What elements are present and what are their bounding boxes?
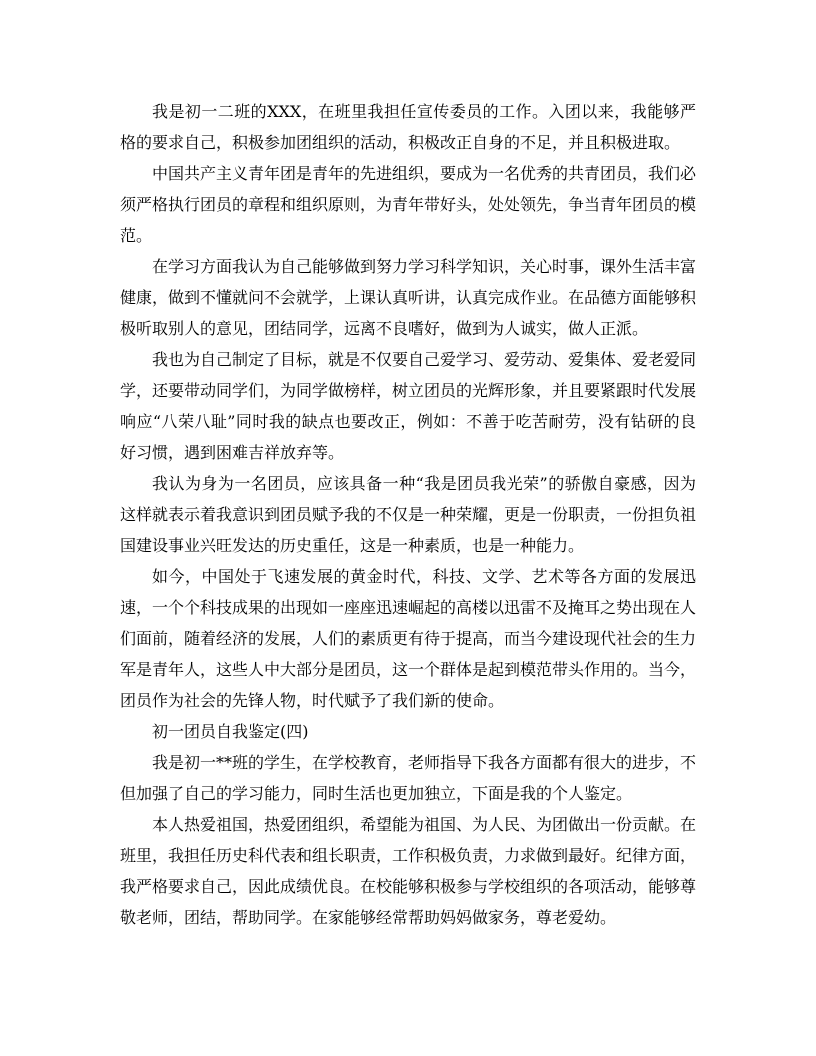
paragraph-student-intro: 我是初一**班的学生，在学校教育，老师指导下我各方面都有很大的进步，不但加强了自己的学习能力，同时生活也更加独立，下面是我的个人鉴定。 <box>120 753 697 803</box>
paragraph-league-organization: 中国共产主义青年团是青年的先进组织，要成为一名优秀的共青团员，我们必须严格执行团员的章程和组织原则，为青年带好头，处处领先，争当青年团员的模范。 <box>120 164 697 245</box>
paragraph-era-mission: 如今，中国处于飞速发展的黄金时代，科技、文学、艺术等各方面的发展迅速，一个个科技成果的出现如一座座迅速崛起的高楼以迅雷不及掩耳之势出现在人们面前，随着经济的发展，人们的素质更有待于提高，而当今建设现代社会的生力军是青年人，这些人中大部分是团员，这一个群体是起到模范带头作用的。当今，团员作为社会的先锋人物，时代赋予了我们新的使命。 <box>120 567 697 710</box>
paragraph-self-intro: 我是初一二班的XXX，在班里我担任宣传委员的工作。入团以来，我能够严格的要求自己，积极参加团组织的活动，积极改正自身的不足，并且积极进取。 <box>120 102 696 152</box>
paragraph-goals: 我也为自己制定了目标，就是不仅要自己爱学习、爱劳动、爱集体、爱老爱同学，还要带动同学们，为同学做榜样，树立团员的光辉形象，并且要紧跟时代发展响应“八荣八耻”同时我的缺点也要改正，例如：不善于吃苦耐劳，没有钻研的良好习惯，遇到困难吉祥放弃等。 <box>120 350 697 462</box>
paragraph-study-and-morality: 在学习方面我认为自己能够做到努力学习科学知识，关心时事，课外生活丰富健康，做到不懂就问不会就学，上课认真听讲，认真完成作业。在品德方面能够积极听取别人的意见，团结同学，远离不良嗜好，做到为人诚实，做人正派。 <box>120 257 697 338</box>
section-heading: 初一团员自我鉴定(四) <box>152 722 309 741</box>
paragraph-personal-assessment: 本人热爱祖国，热爱团组织，希望能为祖国、为人民、为团做出一份贡献。在班里，我担任历史科代表和组长职责，工作积极负责，力求做到最好。纪律方面，我严格要求自己，因此成绩优良。在校能够积极参与学校组织的各项活动，能够尊敬老师，团结，帮助同学。在家能够经常帮助妈妈做家务，尊老爱幼。 <box>120 815 697 927</box>
document-body <box>120 96 696 933</box>
paragraph-member-pride: 我认为身为一名团员，应该具备一种“我是团员我光荣”的骄傲自豪感，因为这样就表示着我意识到团员赋予我的不仅是一种荣耀，更是一份职责，一份担负祖国建设事业兴旺发达的历史重任，这是一种素质，也是一种能力。 <box>120 474 697 555</box>
